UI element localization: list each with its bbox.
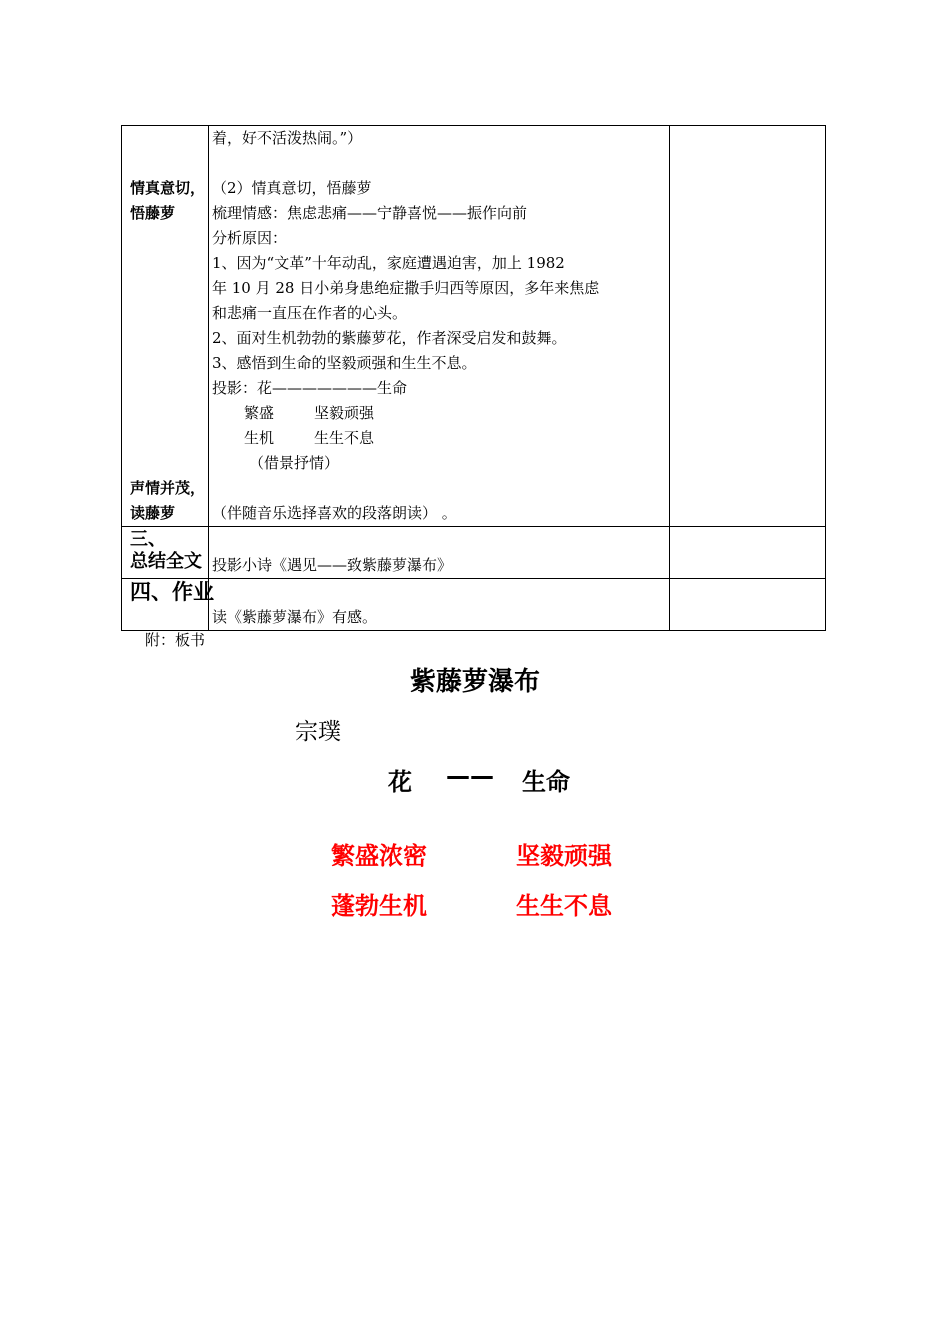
table-row — [122, 579, 826, 631]
content-line: 1、因为“文革”十年动乱，家庭遭遇迫害，加上 1982 — [212, 254, 565, 272]
notes-cell — [670, 579, 826, 631]
section-cell — [122, 527, 209, 579]
board-title: 紫藤萝瀑布 — [409, 667, 540, 697]
summary-text: 投影小诗《遇见——致紫藤萝瀑布》 — [212, 556, 453, 574]
homework-text: 读《紫藤萝瀑布》有感。 — [212, 608, 378, 626]
content-line: （2）情真意切，悟藤萝 — [212, 179, 372, 197]
content-line: 和悲痛一直压在作者的心头。 — [212, 304, 408, 322]
content-line: 分析原因： — [212, 229, 288, 247]
lesson-plan-table — [121, 125, 826, 631]
theme-life: 生命 — [522, 768, 570, 796]
red-keyword: 蓬勃生机 — [331, 892, 427, 920]
contrast-pair: 繁盛 坚毅顽强 — [244, 404, 375, 422]
theme-flower: 花 — [388, 768, 412, 796]
content-line: 3、感悟到生命的坚毅顽强和生生不息。 — [212, 354, 477, 372]
section-label-read: 声情并茂， 读藤萝 — [130, 479, 206, 522]
technique-note: （借景抒情） — [249, 454, 340, 472]
content-cell — [209, 527, 670, 579]
content-line: 投影：花———————生命 — [212, 379, 408, 397]
table-row — [122, 126, 826, 527]
section-label-understand: 情真意切， 悟藤萝 — [130, 179, 206, 222]
notes-cell — [670, 126, 826, 527]
section-cell — [122, 126, 209, 527]
contrast-pair: 生机 生生不息 — [244, 429, 375, 447]
board-author: 宗璞 — [295, 719, 341, 745]
section-cell — [122, 579, 214, 631]
content-cell — [209, 579, 670, 631]
content-line: 梳理情感：焦虑悲痛——宁静喜悦——振作向前 — [212, 204, 528, 222]
red-keyword: 繁盛浓密 — [331, 842, 427, 870]
content-line: 着，好不活泼热闹。”） — [212, 129, 363, 147]
theme-dash: —— — [446, 762, 494, 790]
section-heading-homework: 四、作业 — [130, 580, 214, 604]
content-line: 年 10 月 28 日小弟身患绝症撒手归西等原因，多年来焦虑 — [212, 279, 600, 297]
appendix-label: 附：板书 — [145, 631, 206, 649]
section-heading-summary: 三、 总结全文 — [130, 529, 202, 572]
table-row — [122, 527, 826, 579]
content-cell — [209, 126, 670, 527]
notes-cell — [670, 527, 826, 579]
content-line: 2、面对生机勃勃的紫藤萝花，作者深受启发和鼓舞。 — [212, 329, 567, 347]
red-keyword: 生生不息 — [516, 892, 612, 920]
reading-activity: （伴随音乐选择喜欢的段落朗读） 。 — [212, 504, 457, 522]
content-line — [212, 151, 669, 176]
red-keyword: 坚毅顽强 — [516, 842, 612, 870]
